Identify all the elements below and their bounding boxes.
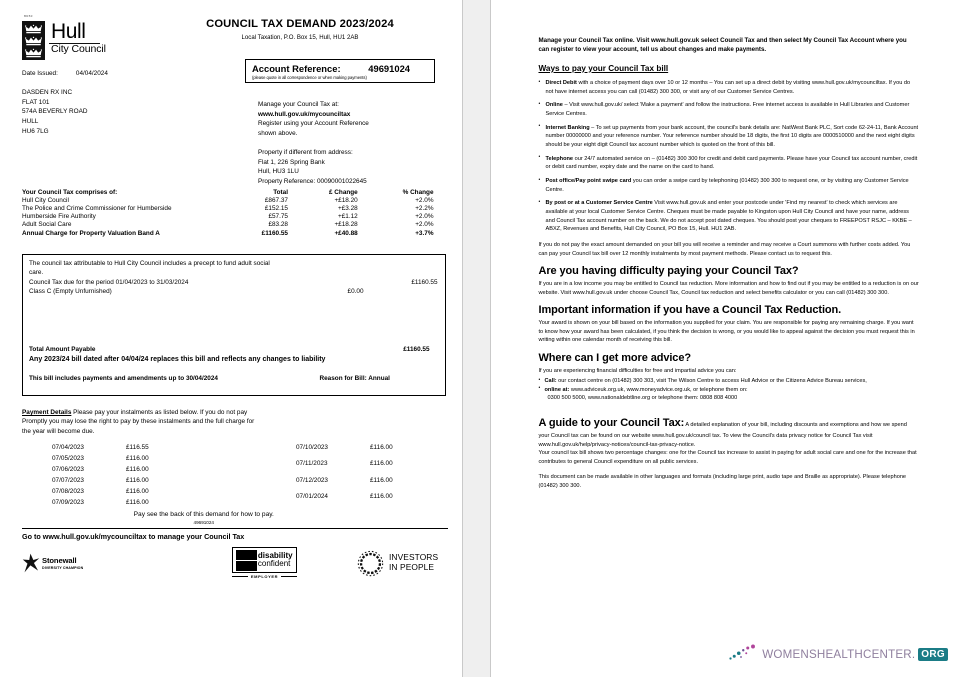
column-header-percent: % Change [402, 188, 434, 196]
table-row [22, 221, 446, 229]
stonewall-name: Stonewall [42, 556, 77, 565]
method-label: Telephone [545, 155, 574, 162]
logo-name-secondary: City Council [51, 42, 106, 55]
instalment-date: 07/12/2023 [296, 476, 328, 484]
print-marker: BR83 [24, 14, 33, 18]
precept-total: £867.37 [264, 196, 288, 204]
advice-item-call [538, 377, 919, 386]
instalment-row [296, 442, 430, 458]
date-issued-value: 04/04/2024 [75, 70, 108, 77]
advice-text-indent: 0300 500 5000, www.nationaldebtline.org or telephone them: 0808 808 4000 [547, 395, 738, 402]
watermark [729, 643, 948, 665]
payment-method-swipe-card [538, 177, 919, 194]
precept-percent: +2.0% [415, 221, 434, 229]
total-payable-row [29, 345, 438, 354]
instalment-date: 07/06/2023 [52, 465, 84, 473]
account-reference-note: (please quote in all correspondence or when making payments) [252, 75, 367, 80]
address-line: FLAT 101 [22, 98, 50, 106]
precept-name: Humberside Fire Authority [22, 213, 96, 221]
guide-heading: A guide to your Council Tax: [538, 417, 685, 430]
annual-charge-label: Annual Charge for Property Valuation Band A [22, 229, 160, 237]
stonewall-subtitle: DIVERSITY CHAMPION [42, 566, 84, 570]
bill-front-page [0, 0, 463, 677]
disability-word-2: confident [257, 559, 291, 568]
breakdown-title: Your Council Tax comprises of: [22, 188, 118, 196]
property-line-2: Hull, HU3 1LU [258, 168, 299, 176]
important-reduction-text: Your award is shown on your bill based on the information you supplied for your claim. You are responsible for paying any remaining charge. If you want to know how your award has been calculated, if you think the decision is wrong, or you would like to appeal against the decision you must request this in writing within one calendar month of receiving this bill. [538, 319, 915, 344]
address-line: 574A BEVERLY ROAD [22, 108, 88, 116]
dots-icon [729, 643, 759, 665]
precept-total: £152.15 [264, 204, 288, 212]
manage-online-block [258, 100, 458, 138]
precept-total: £83.28 [268, 221, 288, 229]
annual-charge-percent: +3.7% [415, 229, 434, 237]
method-text: – To set up payments from your bank account, the council's bank details are: NatWest Bank PLC, Sort code 62-24-11, Bank Account number 00000000 and your reference number. Your reference number should be 18 digits, the first 10 digits are 0000510000 and the next eight digits should be your eight digit Council tax account number which is quoted on the front of this bill. [545, 124, 919, 149]
method-text: Visit www.hull.gov.uk and enter your postcode under 'Find my nearest' to check which services are available at your local Customer Service Centre. Cheques must be made payable to Kingston upon Hull City Council and have your name, address and Council Tax account number on the back. We do not accept post dated cheques. You should post your cheques to FREEPOST RSJC – KKBE – ABXZ, Revenues and Benefits, Hull City Council, PO Box 15, Hull. HU1 2AB. [545, 200, 912, 233]
instalment-amount: £116.00 [370, 476, 393, 484]
account-reference-box [245, 59, 435, 83]
advice-label: online at: [544, 386, 570, 393]
table-row [22, 204, 446, 212]
precept-percent: +2.2% [415, 204, 434, 212]
disability-employer-label: EMPLOYER [250, 574, 279, 579]
ways-to-pay-heading: Ways to pay your Council Tax bill [538, 63, 669, 73]
manage-line-4: shown above. [258, 129, 298, 137]
investors-in-people-badge [357, 550, 438, 577]
instalment-amount: £116.00 [126, 498, 149, 506]
column-header-change: £ Change [328, 188, 358, 196]
property-reference: Property Reference: 00090001022645 [258, 177, 367, 185]
reason-for-bill: Reason for Bill: Annual [319, 374, 390, 382]
bill-replacement-note: Any 2023/24 bill dated after 04/04/24 replaces this bill and reflects any changes to liability [29, 356, 326, 364]
instalment-amount: £116.00 [126, 454, 149, 462]
instalment-amount: £116.00 [370, 443, 393, 451]
payment-method-online [538, 101, 919, 118]
account-reference-label: Account Reference: [252, 63, 341, 74]
logo-name-primary: Hull [49, 22, 100, 44]
precept-percent: +2.0% [415, 196, 434, 204]
disability-symbols-icon [236, 550, 255, 571]
instalment-date: 07/01/2024 [296, 493, 328, 501]
precept-name: Hull City Council [22, 196, 69, 204]
method-label: By post or at a Customer Service Centre [545, 200, 653, 207]
guide-text: A detailed explanation of your bill, including discounts and exemptions and how we spend your Council tax can be found on our website www.hull.gov.uk/council tax. To view the Council's data privacy notice for Council Tax visit www.hull.gov.uk/help/privacy-notices/council-tax-privacy-notice. [538, 422, 907, 448]
precept-name: The Police and Crime Commissioner for Humberside [22, 204, 172, 212]
advice-label: Call: [544, 378, 557, 385]
reminder-paragraph: If you do not pay the exact amount demanded on your bill you will receive a reminder and may receive a Court summons with further costs added. You can pay your Council tax bill over 12 monthly instalments by most payment methods. Please contact us to request this. [538, 241, 911, 257]
amendments-note: This bill includes payments and amendments up to 30/04/2024 [29, 374, 218, 382]
precept-change: +£18.20 [334, 196, 358, 204]
advice-item-online [538, 386, 919, 403]
payment-intro-line-1: Please pay your instalments as listed below. If you do not pay [73, 409, 248, 416]
method-text: our 24/7 automated service on – (01482) 300 300 for credit and debit card payments. Please have your Council tax account number, credit or debit card number, expiry date and the name on the card to hand. [545, 155, 918, 171]
issuing-office-address: Local Taxation, P.O. Box 15, Hull, HU1 2AB [241, 34, 359, 41]
property-address-block [258, 148, 463, 186]
total-payable-label: Total Amount Payable [29, 345, 96, 353]
precept-note-line-2: care. [29, 269, 44, 277]
charge-period-row [29, 278, 438, 287]
advice-heading: Where can I get more advice? [538, 351, 691, 364]
precept-change: +£1.12 [338, 213, 358, 221]
instalment-amount: £116.55 [126, 443, 149, 451]
iip-line-2: IN PEOPLE [389, 562, 435, 572]
document-header [150, 18, 450, 41]
front-page-footer [22, 528, 448, 579]
precept-note-line-1: The council tax attributable to Hull City Council includes a precept to fund adult social [29, 260, 270, 267]
instalment-date: 07/07/2023 [52, 476, 84, 484]
iip-line-1: INVESTORS [389, 552, 439, 563]
method-label: Direct Debit [545, 80, 577, 87]
payment-intro-line-2: Promptly you may lose the right to pay by these instalments and the full charge for [22, 418, 255, 426]
instalment-date: 07/04/2023 [52, 443, 84, 451]
charge-period-amount: £1160.55 [411, 278, 438, 286]
instalment-amount: £116.00 [126, 487, 149, 495]
footer-cta[interactable]: Go to www.hull.gov.uk/mycounciltax to manage your Council Tax [22, 532, 245, 541]
method-text: with a choice of payment days over 10 or 12 months – You can set up a direct debit by visiting www.hull.gov.uk/mycounciltax. If you do not have internet access you can call (01482) 300 300, or visit any of our Customer Service Centres. [545, 80, 911, 95]
watermark-text: WOMENSHEALTHCENTER. [762, 647, 916, 661]
method-label: Internet Banking [545, 124, 590, 131]
table-header-row [22, 188, 446, 196]
table-row [22, 196, 446, 204]
instalment-schedule [22, 442, 446, 508]
disability-word-1: disability [257, 550, 293, 560]
advice-text: www.adviceuk.org.uk, www.moneyadvice.org.uk, or telephone them on: [569, 386, 748, 393]
charge-period-label: Council Tax due for the period 01/04/2023 to 31/03/2024 [29, 278, 189, 286]
instalment-amount: £116.00 [126, 465, 149, 473]
advice-list [538, 377, 919, 403]
method-text: you can order a swipe card by telephoning (01482) 300 300 to request one, or by visiting any Customer Service Centre. [545, 178, 909, 193]
detail-box-footer [29, 374, 438, 383]
precept-change: +£18.28 [334, 221, 358, 229]
instalment-row [296, 491, 430, 507]
exemption-class-row [29, 287, 438, 296]
charge-detail-box [22, 254, 446, 396]
manage-line-3: Register using your Account Reference [258, 120, 369, 128]
payment-intro-line-3: the year will become due. [22, 427, 95, 435]
online-intro-paragraph: Manage your Council Tax online. Visit www.hull.gov.uk select Council Tax and then select My Council Tax Account where you can register to view your account, tell us about changes and make payments. [538, 37, 907, 54]
date-issued-label: Date Issued: [22, 70, 58, 77]
instalment-amount: £116.00 [370, 493, 393, 501]
instalment-row [52, 464, 186, 475]
watermark-org-tag: ORG [918, 648, 948, 661]
difficulty-text: If you are in a low income you may be entitled to Council tax reduction. More information and how to find out if you may be entitled to a reduction is on our website. Visit www.hull.gov.uk under choose Council Tax, Council tax reduction and select benefits calculator or you can call (01482) 300 300. [538, 280, 919, 296]
payment-details-heading: Payment Details [22, 409, 72, 416]
page-gutter [463, 0, 492, 677]
column-header-total: Total [273, 188, 288, 196]
page-title: COUNCIL TAX DEMAND 2023/2024 [206, 18, 394, 30]
account-reference-value: 49691024 [368, 63, 410, 74]
payment-method-internet-banking [538, 124, 919, 150]
advice-intro: If you are experiencing financial difficulties for free and impartial advice you can: [538, 367, 737, 374]
instalment-date: 07/08/2023 [52, 487, 84, 495]
precept-name: Adult Social Care [22, 221, 72, 229]
manage-line-1: Manage your Council Tax at: [258, 101, 339, 108]
star-icon [22, 553, 40, 573]
address-line: DASDEN RX INC [22, 89, 73, 97]
annual-charge-total: £1160.55 [261, 229, 288, 237]
laurel-ring-icon [357, 550, 384, 577]
disability-confident-badge [172, 547, 357, 579]
annual-charge-change: +£40.88 [334, 229, 358, 237]
exemption-class-label: Class C (Empty Unfurnished) [29, 288, 112, 296]
instalment-row [296, 458, 430, 474]
instalment-amount: £116.00 [126, 476, 149, 484]
manage-url[interactable]: www.hull.gov.uk/mycounciltax [258, 110, 351, 118]
instalment-date: 07/09/2023 [52, 498, 84, 506]
alternative-formats-text: This document can be made available in other languages and formats (including large print, audio tape and Braille as appropriate). Please telephone (01482) 300 300. [538, 474, 907, 489]
table-total-row [22, 229, 446, 237]
precept-total: £57.75 [268, 213, 288, 221]
instalment-amount: £116.00 [370, 460, 393, 468]
method-label: Online [545, 102, 563, 109]
payment-reference-number: 49691024 [193, 520, 214, 526]
address-line: HU6 7LG [22, 127, 49, 135]
stonewall-badge [22, 553, 172, 573]
instalment-date: 07/10/2023 [296, 443, 328, 451]
precept-change: +£3.28 [338, 204, 358, 212]
exemption-class-amount: £0.00 [347, 288, 364, 296]
accreditation-badges [22, 547, 448, 579]
instalment-column-1 [52, 442, 186, 508]
total-payable-amount: £1160.55 [403, 345, 430, 353]
important-reduction-heading: Important information if you have a Council Tax Reduction. [538, 304, 842, 317]
method-label: Post office/Pay point swipe card [545, 178, 632, 185]
precept-percent: +2.0% [415, 213, 434, 221]
instalment-row [296, 475, 430, 491]
footer-divider [22, 528, 448, 529]
payment-method-direct-debit [538, 79, 919, 96]
guide-paragraph [538, 415, 919, 449]
instalment-row [52, 475, 186, 486]
table-row [22, 213, 446, 221]
difficulty-heading: Are you having difficulty paying your Council Tax? [538, 265, 799, 278]
payment-method-telephone [538, 155, 919, 172]
instalment-row [52, 497, 186, 508]
payment-details-section [22, 408, 446, 527]
instalment-date: 07/05/2023 [52, 454, 84, 462]
payment-method-by-post [538, 199, 919, 234]
advice-text: our contact centre on (01482) 300 303, visit The Wilson Centre to access Hull Advice or the Citizens Advice Bureau services, [556, 378, 867, 385]
guide-paragraph-2: Your council tax bill shows two percentage changes: one for the Council tax increase to assist in paying for adult social care and one for the increase that contributes to general Council expenditure on all public services. [538, 450, 917, 465]
bill-back-page [491, 0, 966, 677]
instalment-column-2 [296, 442, 430, 508]
instalment-row [52, 486, 186, 497]
instalment-row [52, 453, 186, 464]
pay-back-note: Pay see the back of this demand for how to pay. [133, 510, 274, 518]
property-line-1: Flat 1, 226 Spring Bank [258, 158, 325, 166]
property-heading: Property if different from address: [258, 149, 353, 156]
method-text: – Visit www.hull.gov.uk/ select 'Make a payment' and follow the instructions. Free internet access is available in Hull Libraries and Customer Service Centres. [545, 102, 910, 118]
council-tax-breakdown [22, 188, 446, 237]
address-line: HULL [22, 117, 39, 125]
instalment-date: 07/11/2023 [296, 460, 328, 468]
three-crowns-icon [22, 21, 45, 60]
instalment-row [52, 442, 186, 453]
